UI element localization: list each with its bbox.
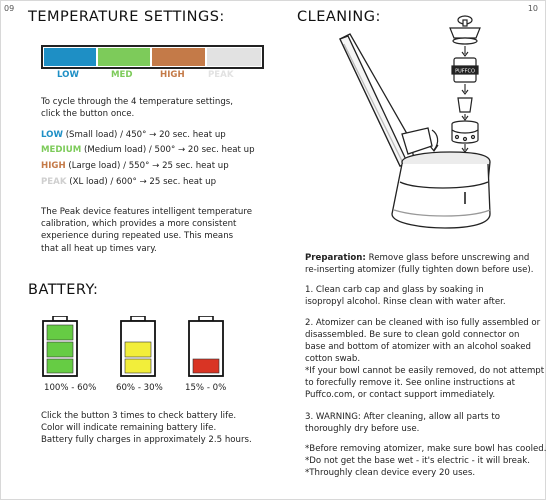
cleaning-step-2 [305,317,544,401]
device-illustration [330,14,520,244]
temp-instructions-line: click the button once. [41,109,135,120]
preparation-paragraph [305,252,534,276]
setting-level: MEDIUM [41,145,82,155]
battery-low-icon [189,316,223,376]
battery-full-icon [43,316,77,376]
step-line: base and bottom of atomizer with an alcohol soaked [305,342,531,352]
setting-text: (Medium load) / 500° → 20 sec. heat up [81,145,255,155]
setting-text: (Large load) / 550° → 25 sec. heat up [65,161,229,171]
temp-bar-low [43,47,97,67]
preparation-text: re-inserting atomizer (fully tighten down before use). [305,265,534,275]
battery-cell [125,359,151,373]
atomizer-label: PUFFCO [455,68,475,75]
battery-instructions-line: Click the button 3 times to check battery life. [41,411,237,421]
setting-level: PEAK [41,177,67,187]
setting-level: HIGH [41,161,66,171]
battery-instructions-line: Color will indicate remaining battery life. [41,423,217,434]
temp-label-peak: PEAK [208,70,234,80]
battery-cell [47,359,73,373]
note-line: *Do not get the base wet - it's electric - it will break. [305,456,530,466]
cleaning-step-3 [305,411,500,435]
temp-instructions [41,96,233,120]
battery-label-full: 100% - 60% [44,383,97,393]
temp-label-med: MED [111,70,133,80]
battery-label-low: 15% - 0% [185,383,227,393]
step-line: Puffco.com, or contact support immediately. [305,390,496,400]
temp-bar-med [97,47,151,67]
setting-low [41,129,226,141]
setting-text: (Small load) / 450° → 20 sec. heat up [62,130,226,140]
calibration-line: The Peak device features intelligent temperature [41,207,253,217]
step-line: cotton swab. [305,354,361,364]
battery-title: BATTERY: [28,282,99,298]
setting-high [41,160,229,172]
bowl-illustration [458,98,472,112]
page-number-right: 10 [527,4,538,13]
cleaning-notes [305,443,546,479]
step-line: to forecfully remove it. See online instructions at [305,378,516,388]
battery-cell [125,342,151,357]
preparation-text: Remove glass before unscrewing and [365,253,530,263]
setting-level: LOW [41,130,63,140]
note-line: *Before removing atomizer, make sure bowl has cooled. [305,444,546,454]
cleaning-step-1 [305,284,506,308]
step-line: disassembled. Be sure to clean gold connector on [305,330,520,340]
temp-label-high: HIGH [160,70,185,80]
temp-bar-high [151,47,206,67]
step-line: 1. Clean carb cap and glass by soaking in [305,285,484,295]
step-line: isopropyl alcohol. Rinse clean with water after. [305,297,506,307]
setting-peak [41,176,216,188]
battery-instructions-line: Battery fully charges in approximately 2.5 hours. [41,435,252,446]
setting-text: (XL load) / 600° → 25 sec. heat up [66,177,217,187]
atomizer-illustration [452,58,478,82]
note-line: *Throughly clean device every 20 uses. [305,468,476,478]
glass-piece-illustration [340,34,432,166]
battery-cell [193,359,219,373]
temp-bar-peak [206,47,262,67]
preparation-label: Preparation: [305,253,366,263]
step-line: thoroughly dry before use. [305,424,420,434]
calibration-line: experience during repeated use. This means [41,231,234,242]
battery-instructions [41,410,252,447]
device-base-illustration [392,152,490,228]
temperature-title: TEMPERATURE SETTINGS: [28,9,225,25]
temp-label-low: LOW [57,70,79,80]
step-line: *If your bowl cannot be easily removed, do not attempt [305,366,545,376]
cleaning-title: CLEANING: [297,9,381,25]
calibration-line: calibration, which provides a more consistent [41,219,237,230]
page-number-left: 09 [4,4,15,13]
battery-cell [47,342,73,357]
battery-label-medium: 60% - 30% [116,383,163,393]
step-line: 2. Atomizer can be cleaned with iso fully assembled or [305,318,541,328]
chamber-illustration [452,121,478,143]
setting-medium [41,144,255,156]
battery-medium-icon [121,316,155,376]
calibration-paragraph [41,206,252,255]
calibration-line: that all heat up times vary. [41,243,157,254]
battery-cell [47,325,73,340]
battery-icons [40,316,290,378]
temp-instructions-line: To cycle through the 4 temperature settings, [41,97,234,107]
carb-cap-illustration [450,16,480,44]
step-line: 3. WARNING: After cleaning, allow all parts to [305,412,501,422]
